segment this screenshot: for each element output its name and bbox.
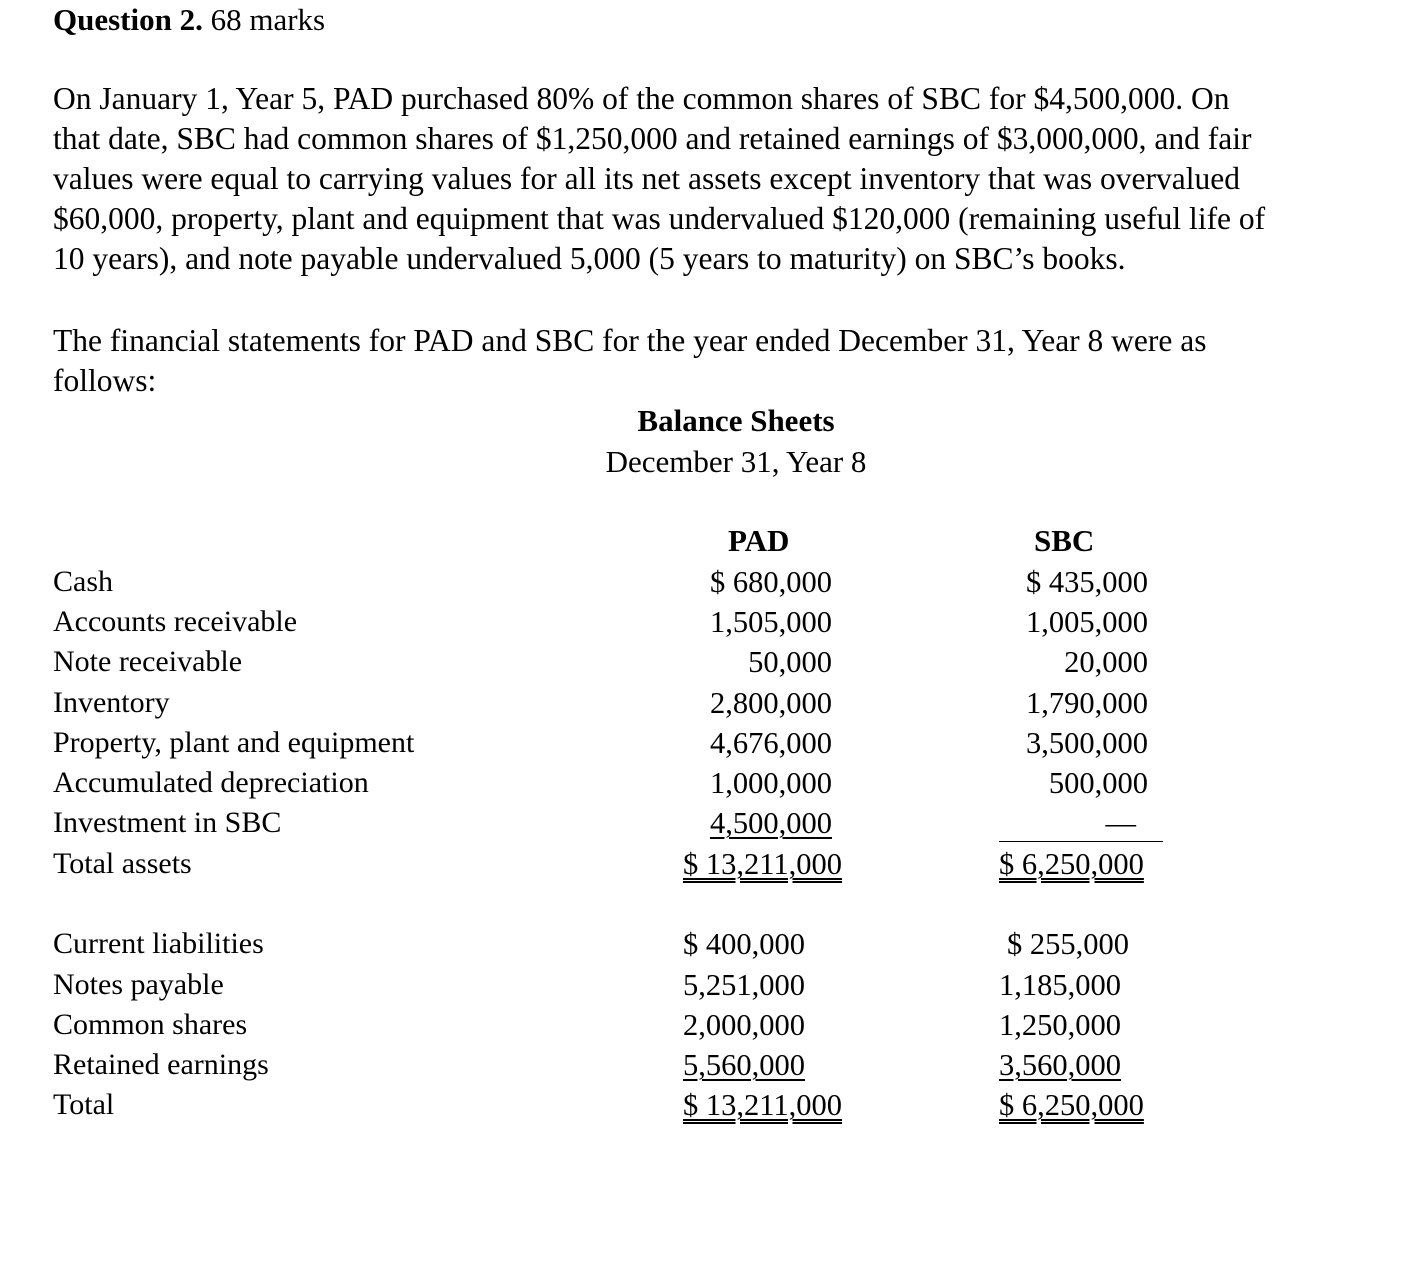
sbc-value: — — [1105, 806, 1136, 840]
sbc-value: $ 435,000 — [1026, 565, 1148, 599]
row-label: Common shares — [53, 1008, 248, 1041]
question-heading — [53, 0, 325, 40]
pad-value: 4,676,000 — [710, 726, 832, 760]
row-label: Property, plant and equipment — [53, 726, 415, 759]
sbc-total-value: $ 6,250,000 — [999, 1088, 1144, 1122]
sbc-subtotal-rule — [999, 841, 1163, 842]
column-header-sbc: SBC — [1034, 523, 1095, 558]
pad-value: 1,505,000 — [710, 605, 832, 639]
intro-line: $60,000, property, plant and equipment that was undervalued $120,000 (remaining useful life of — [53, 201, 1266, 236]
pad-total-value: $ 13,211,000 — [683, 1088, 842, 1122]
sbc-value: 3,500,000 — [1026, 726, 1148, 760]
statement-line: follows: — [53, 363, 157, 398]
row-label: Retained earnings — [53, 1048, 269, 1081]
sbc-value: $ 255,000 — [1007, 927, 1129, 961]
pad-total-value: $ 13,211,000 — [683, 847, 842, 881]
sbc-value: 1,005,000 — [1026, 605, 1148, 639]
row-label: Inventory — [53, 686, 170, 719]
question-label: Question 2. — [53, 2, 203, 37]
sbc-total-value: $ 6,250,000 — [999, 847, 1144, 881]
row-label: Accounts receivable — [53, 605, 298, 638]
balance-sheet-title: Balance Sheets — [637, 403, 835, 438]
sbc-value: 1,250,000 — [999, 1008, 1121, 1042]
row-label: Accumulated depreciation — [53, 766, 369, 799]
row-label: Notes payable — [53, 968, 224, 1001]
intro-line: On January 1, Year 5, PAD purchased 80% of the common shares of SBC for $4,500,000. On — [53, 81, 1230, 116]
question-marks: 68 marks — [210, 2, 326, 37]
row-label: Cash — [53, 565, 113, 598]
intro-paragraph — [53, 79, 1418, 279]
row-label: Investment in SBC — [53, 806, 282, 839]
pad-value: 50,000 — [748, 645, 832, 679]
pad-value: 1,000,000 — [710, 766, 832, 800]
pad-value: 5,560,000 — [683, 1048, 805, 1082]
balance-sheet-date: December 31, Year 8 — [605, 444, 867, 479]
statement-paragraph — [53, 321, 1418, 401]
pad-value: 2,800,000 — [710, 686, 832, 720]
sbc-value: 500,000 — [1048, 766, 1148, 800]
intro-line: values were equal to carrying values for all its net assets except inventory that was overvalued — [53, 161, 1240, 196]
row-label: Current liabilities — [53, 927, 264, 960]
sbc-value: 20,000 — [1064, 645, 1148, 679]
pad-value: 4,500,000 — [710, 806, 832, 840]
intro-line: 10 years), and note payable undervalued 5,000 (5 years to maturity) on SBC’s books. — [53, 241, 1126, 276]
sbc-value: 1,790,000 — [1026, 686, 1148, 720]
intro-line: that date, SBC had common shares of $1,250,000 and retained earnings of $3,000,000, and fair — [53, 121, 1252, 156]
sbc-value: 1,185,000 — [999, 968, 1121, 1002]
row-label: Total — [53, 1088, 115, 1121]
column-header-pad: PAD — [728, 523, 790, 558]
statement-line: The financial statements for PAD and SBC for the year ended December 31, Year 8 were as — [53, 323, 1207, 358]
pad-value: 2,000,000 — [683, 1008, 805, 1042]
pad-value: $ 400,000 — [683, 927, 805, 961]
pad-value: $ 680,000 — [710, 565, 832, 599]
sbc-value: 3,560,000 — [999, 1048, 1121, 1082]
row-label: Note receivable — [53, 645, 243, 678]
row-label: Total assets — [53, 847, 192, 880]
pad-value: 5,251,000 — [683, 968, 805, 1002]
